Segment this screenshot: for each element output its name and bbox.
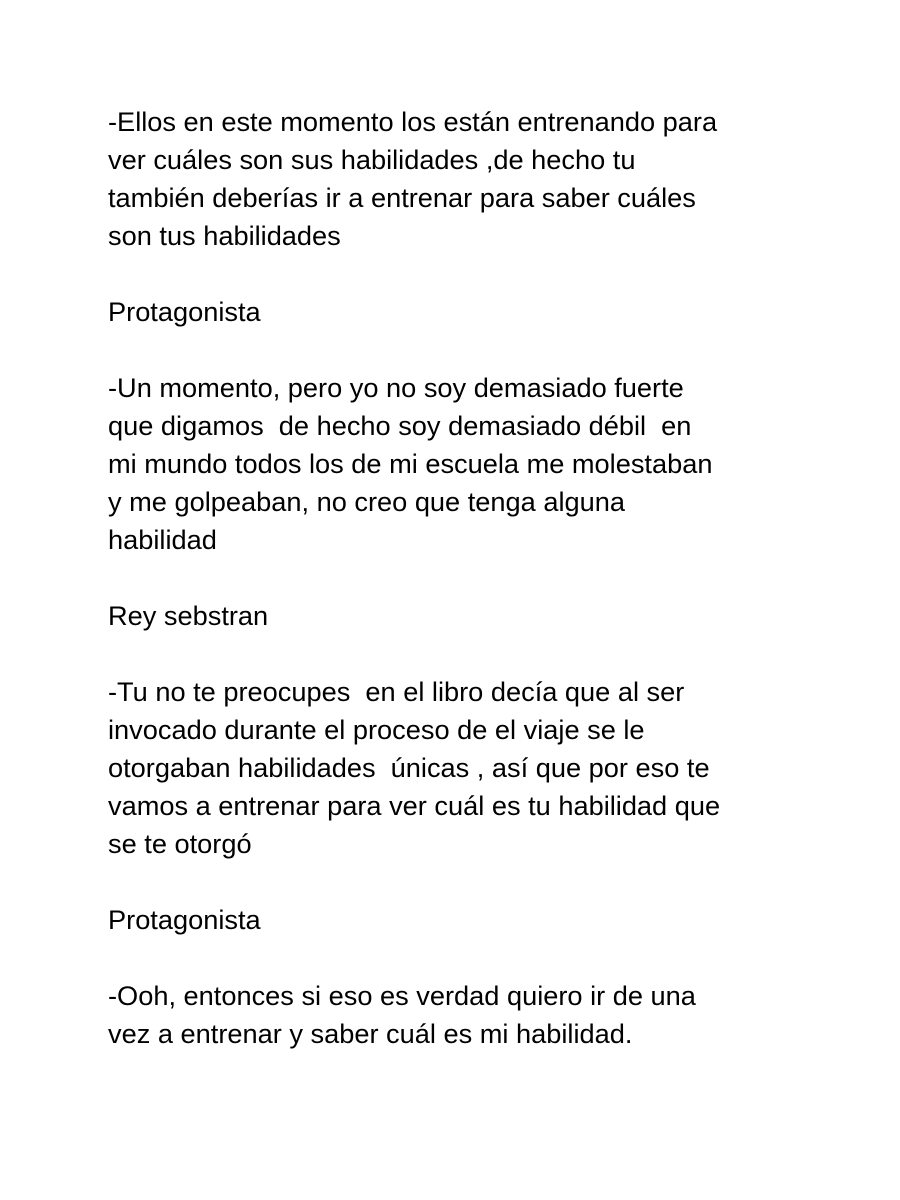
text-line: -Ooh, entonces si eso es verdad quiero ir de una [108,980,696,1011]
text-line: Protagonista [108,904,261,935]
paragraph-dialogue-2 [108,369,808,559]
speaker-name [108,293,808,331]
text-line: ver cuáles son sus habilidades ,de hecho tu [108,144,636,175]
paragraph-dialogue-1 [108,103,808,255]
text-line: también deberías ir a entrenar para saber cuáles [108,182,696,213]
text-line: habilidad [108,524,217,555]
text-line: Rey sebstran [108,600,269,631]
text-line: y me golpeaban, no creo que tenga alguna [108,486,625,517]
text-line: vez a entrenar y saber cuál es mi habilidad. [108,1018,633,1049]
text-line: otorgaban habilidades únicas , así que por eso te [108,752,710,783]
text-line: se te otorgó [108,828,252,859]
text-line: Protagonista [108,296,261,327]
paragraph-dialogue-4 [108,977,808,1053]
text-line: son tus habilidades [108,220,341,251]
text-line: vamos a entrenar para ver cuál es tu habilidad que [108,790,721,821]
text-line: -Tu no te preocupes en el libro decía que al ser [108,676,685,707]
paragraph-dialogue-3 [108,673,808,863]
speaker-name [108,901,808,939]
text-line: invocado durante el proceso de el viaje se le [108,714,645,745]
text-line: -Un momento, pero yo no soy demasiado fuerte [108,372,684,403]
document-body [108,103,808,1091]
text-line: -Ellos en este momento los están entrenando para [108,106,718,137]
speaker-name [108,597,808,635]
text-line: mi mundo todos los de mi escuela me molestaban [108,448,713,479]
text-line: que digamos de hecho soy demasiado débil en [108,410,692,441]
